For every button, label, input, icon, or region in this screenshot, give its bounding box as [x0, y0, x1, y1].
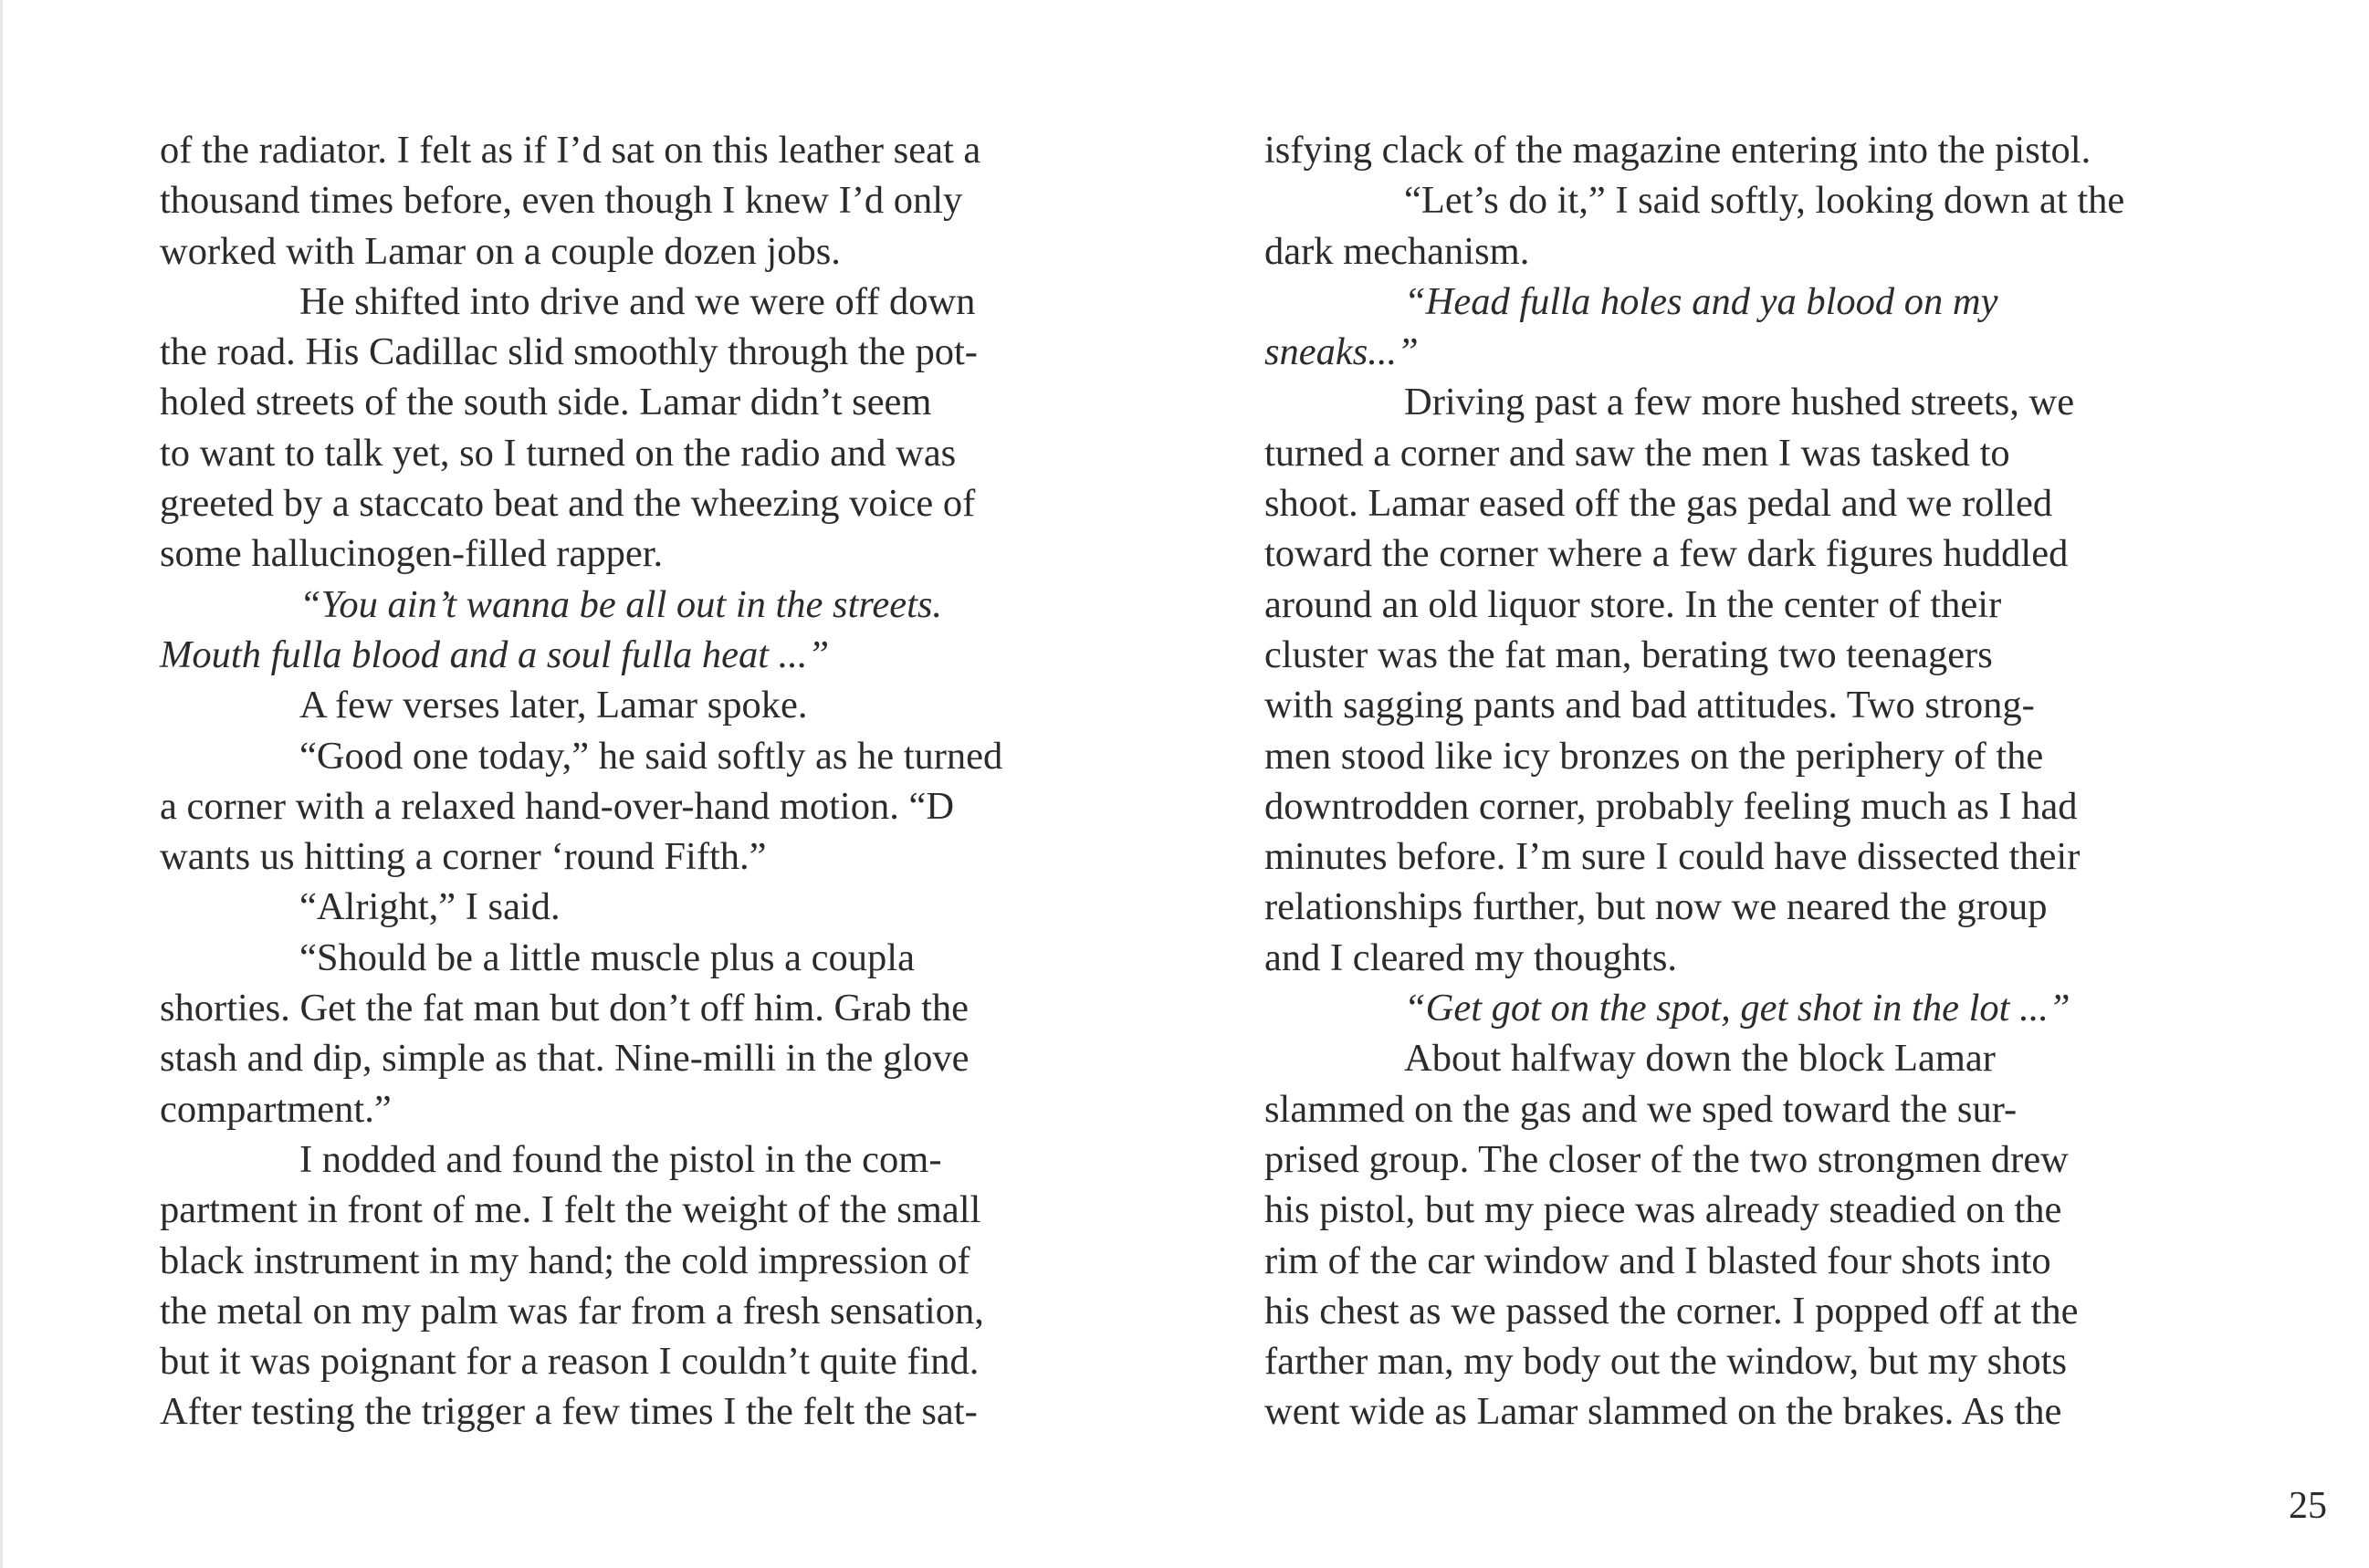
text-line: isfying clack of the magazine entering into the pistol.: [1264, 129, 2091, 172]
text-line: “Good one today,” he said softly as he turned: [299, 734, 1003, 778]
text-line: downtrodden corner, probably feeling much as I had: [1264, 784, 2078, 828]
text-line: compartment.”: [160, 1087, 392, 1131]
text-line: shoot. Lamar eased off the gas pedal and we rolled: [1264, 482, 2053, 526]
text-line: He shifted into drive and we were off down: [299, 279, 976, 323]
text-line: wants us hitting a corner ‘round Fifth.”: [160, 835, 767, 879]
text-line: rim of the car window and I blasted four shots into: [1264, 1239, 2051, 1282]
text-line: “Let’s do it,” I said softly, looking down at the: [1404, 179, 2125, 223]
text-line: his chest as we passed the corner. I popped off at the: [1264, 1289, 2079, 1333]
text-line: a corner with a relaxed hand-over-hand motion. “D: [160, 784, 955, 828]
left-text-column: [160, 125, 1127, 1437]
text-line: with sagging pants and bad attitudes. Two strong-: [1264, 684, 2035, 727]
text-line: shorties. Get the fat man but don’t off him. Grab the: [160, 987, 970, 1030]
text-line: the road. His Cadillac slid smoothly through the pot-: [160, 330, 978, 374]
text-line: and I cleared my thoughts.: [1264, 936, 1678, 979]
text-line: men stood like icy bronzes on the periphery of the: [1264, 734, 2044, 778]
text-line: but it was poignant for a reason I couldn’t quite find.: [160, 1340, 980, 1384]
text-line: “Get got on the spot, get shot in the lot ...”: [1404, 987, 2070, 1030]
page-number: 25: [2289, 1485, 2327, 1527]
text-line: cluster was the fat man, berating two teenagers: [1264, 632, 1993, 676]
text-line: holed streets of the south side. Lamar didn’t seem: [160, 381, 932, 424]
text-line: toward the corner where a few dark figures huddled: [1264, 532, 2069, 576]
right-text-column: [1264, 125, 2232, 1437]
text-line: thousand times before, even though I knew I’d only: [160, 179, 963, 223]
text-line: dark mechanism.: [1264, 229, 1530, 273]
text-line: partment in front of me. I felt the weight of the small: [160, 1188, 981, 1232]
text-line: prised group. The closer of the two strongmen drew: [1264, 1137, 2069, 1181]
text-line: around an old liquor store. In the center of their: [1264, 582, 2002, 626]
text-line: some hallucinogen-filled rapper.: [160, 532, 664, 576]
text-line: “You ain’t wanna be all out in the streets.: [299, 582, 943, 626]
text-line: to want to talk yet, so I turned on the radio and was: [160, 431, 957, 475]
text-line: stash and dip, simple as that. Nine-milli in the glove: [160, 1037, 970, 1081]
text-line: Mouth fulla blood and a soul fulla heat ...”: [160, 632, 830, 676]
text-line: slammed on the gas and we sped toward the sur-: [1264, 1087, 2018, 1131]
text-line: Driving past a few more hushed streets, we: [1404, 381, 2075, 424]
text-line: I nodded and found the pistol in the com-: [299, 1137, 942, 1181]
text-line: “Alright,” I said.: [299, 885, 561, 929]
text-line: farther man, my body out the window, but my shots: [1264, 1340, 2068, 1384]
text-line: “Head fulla holes and ya blood on my: [1404, 279, 1998, 323]
text-line: turned a corner and saw the men I was tasked to: [1264, 431, 2010, 475]
text-line: black instrument in my hand; the cold impression of: [160, 1239, 970, 1282]
page-edge-shadow: [0, 0, 3, 1568]
text-line: A few verses later, Lamar spoke.: [299, 684, 808, 727]
text-line: greeted by a staccato beat and the wheezing voice of: [160, 482, 976, 526]
text-line: sneaks...”: [1264, 330, 1419, 374]
text-line: the metal on my palm was far from a fresh sensation,: [160, 1289, 984, 1333]
text-line: About halfway down the block Lamar: [1404, 1037, 1996, 1081]
text-line: his pistol, but my piece was already steadied on the: [1264, 1188, 2062, 1232]
text-line: worked with Lamar on a couple dozen jobs.: [160, 229, 841, 273]
text-line: relationships further, but now we neared the group: [1264, 885, 2048, 929]
text-line: After testing the trigger a few times I the felt the sat-: [160, 1390, 978, 1434]
text-line: “Should be a little muscle plus a coupla: [299, 936, 915, 979]
text-line: went wide as Lamar slammed on the brakes. As the: [1264, 1390, 2062, 1434]
text-line: minutes before. I’m sure I could have dissected their: [1264, 835, 2081, 879]
text-line: of the radiator. I felt as if I’d sat on this leather seat a: [160, 129, 981, 172]
